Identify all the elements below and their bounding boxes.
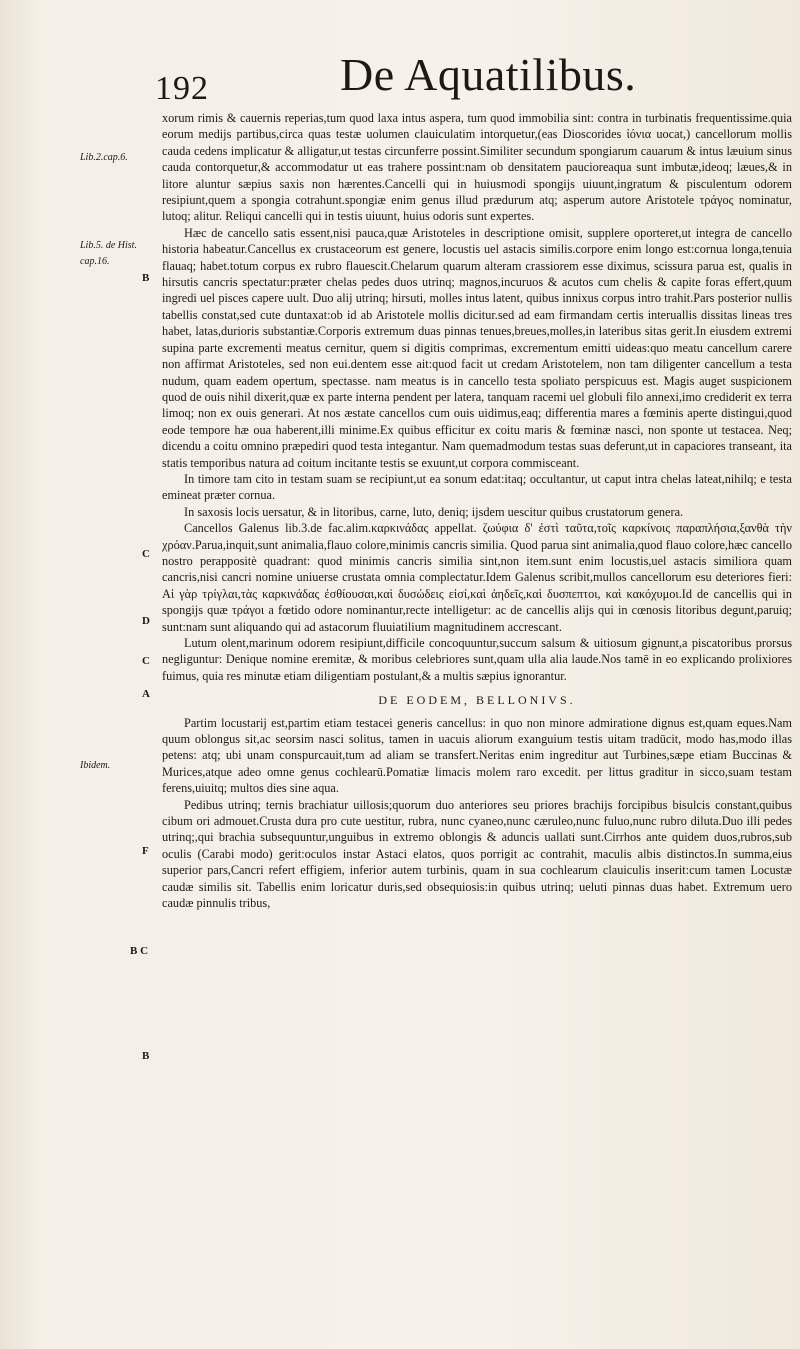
margin-section-letter: B [142, 272, 150, 284]
margin-section-letter: C [142, 655, 150, 667]
paragraph-8: Pedibus utrinq; ternis brachiatur uillosis;quorum duo anteriores seu priores brachijs forcipibus bisulcis constant,quibus cibum ori admouet.Crusta dura pro cute uestitur, rubra, nunc cyaneo,nunc cæruleo,nunc fuluo,nunc rubro diluta.Duo illi pedes utrinq;,qui brachia subsequuntur,unguibus in extremo oblongis & aduncis uallati sunt.Cirrhos ante quidem duos,rubros,sub oculis (Carabi modo) gerit:oculos instar Astaci elatos, quos porrigit ac contrahit, maculis albis distinctos.In summa,eius superior pars,Cancri refert effigiem, inferior autem turbinis, quam in sua cochlearum clauiculis inserit:cum tamen Locustæ caudæ similis sit. Tabellis enim loricatur duris,sed obsequiosis:in quibus utrinq; ueluti pinnas duas habet. Extremum uero caudæ pinnulis tribus, [162, 797, 792, 911]
margin-section-letter: C [142, 548, 150, 560]
margin-note: Lib.5. de Hist. [80, 240, 137, 251]
paragraph-5: Cancellos Galenus lib.3.de fac.alim.καρκινάδας appellat. ζωύφια δ' ἐστὶ ταῦτα,τοῖς καρκίνοις παραπλήσια,ξανθὰ τὴν χρόαν.Parua,inquit,sunt animalia,flauo colore,minimis cancris similia. Quod parua sint animalia,quod flauo colore,hæc cancello nostro perappositè quadrant: quod minimis cancris similia sint,non item.sunt enim locustis,uel astacis similiora quam cancris,nisi cancri nomine uniuerse crustata omnia complectatur.Idem Galenus scribit,mullos cancellorum esu deteriores fieri: Αἱ γὰρ τρίγλαι,τὰς καρκινάδας ἐσθίουσαι,καὶ δυσώδεις εἰσί,καὶ ἀηδεῖς,καὶ δυσπεπτοι, καὶ κακόχυμοι.Id de cancellis qui in spongijs quæ τράγοι a fœtido odore nominantur,recte intelligetur: ac de cancellis alijs qui in cœnosis litoribus degunt,paruiq; sunt:nam sunt aliquando qui ad astacorum fluuiatilium magnitudinem accrescant. [162, 521, 792, 634]
section-heading: DE EODEM, BELLONIVS. [378, 693, 576, 708]
page-header [150, 48, 790, 108]
paragraph-1: xorum rimis & cauernis reperias,tum quod laxa intus aspera, tum quod immobilia sint: contra in turbinatis frequentissime.quia eorum medijs partibus,circa quas testæ uolumen clauiculatim intorquetur,(eas Dioscorides ἰόνια uocat,) cancellorum mollis cauda cedens implicatur & alligatur,ut testas circunferre possint.Similiter secundum spongiarum cauarum & intus læuium sinus cauda contorquetur,& accommodatur ut eas trahere possint:nam ob densitatem paucioreaqua sunt imbutæ,ideoq; læues,& in litore aluntur sæpius saxis non hærentes.Cancelli qui in huiusmodi spongijs uiuunt,ingratum & pisculentum odorem resipiunt,quem a spongia cotrahunt.spongiæ enim genus illud prædurum atq; asperum autore Aristotele τράγος nominatur, lutoq; alitur. Reliqui cancelli qui in testis uiuunt, huius odoris sunt expertes. [162, 111, 792, 224]
paragraph-7: Partim locustarij est,partim etiam testacei generis cancellus: in quo non minore admiratione dignus est,quam eques.Nam quum oblongus sit,ac seorsim nasci solitus, tamen in uacuis aliorum exanguium testis uitam tradūcit, modo has,modo illas petens: atq; ubi unam conspurcauit,tum ad aliam se transfert.Neritas enim ingreditur aut Turbines,sæpe etiam Buccinas & Murices,atque adeo omne genus cochlearū.Pomatiæ limacis molem raro excedit. per littus graditur in sicco,suam testam ferens,uiuitq; multos dies sine aqua. [162, 715, 792, 796]
paragraph-2: Hæc de cancello satis essent,nisi pauca,quæ Aristoteles in descriptione omisit, supplere oporteret,ut integra de cancello historia habeatur.Cancellus ex crustaceorum est genere, locustis uel astacis similis.corpore enim longo est:cornua longa,tenuia flauaq; habet.totum corpus ex rubro flauescit.Chelarum quarum alteram crassiorem esse diximus, scissura parua est, qualis in hirsutis cancris spectatur:præter chelas pedes duos utrinq; magnos,incuruos & acutos cum chelis & capite foras effert,quum ingredi uel pisces capere uult. Duo alij utrinq; hirsuti, molles intus latent, quibus innixus corpus intro trahit.Pars posterior nullis tabellis constat,sed cute duntaxat:ob id ab Aristotele mollis dicitur.sed ad eam firmandam certis interuallis dissitas lineas tres habet, latas,durioris substantiæ.Corporis extremum duas pinnas tenues,breues,molles,in lateribus sitas gerit.In eiusdem extremi supina parte excrementi meatus cernitur, quem si digitis comprimas, excrementum emitti uideas:quo meatu cancellum carere non affirmat Aristoteles, sed non eui.dentem esse ait:quod facit ut credam Aristotelem, non tam diligenter cancellum a testa nudum, quam eadem opertum, spectasse. nam meatus is in cancello testa spoliato perspicuus est. Magis auget suspicionem quod de ouis nihil dixerit,quæ ex parte interna pendent per latera, tanquam racemi uel globuli filo annexi,imo crediderit ex terra limoq; non ex ouis generari. At nos æstate cancellos cum ouis uidimus,eaq; differentia mares a fœminis aperte distingui,quod eode tempore hæ oua haberent,illi minime.Ex quibus efficitur ex coitu maris & fœminæ nasci, non sponte ut testacea. Neq; dicendu a coitu omnino præpediri quod testa integantur. Nam quemadmodum testas suas deferunt,ut in capaciores transeant, ita statis temporibus natura ad coitum incitante testis se exuunt,ut corpora commisceant. [162, 225, 792, 470]
page-number: 192 [155, 70, 209, 107]
running-title: De Aquatilibus. [340, 49, 637, 100]
paragraph-4: In saxosis locis uersatur, & in litoribus, carne, luto, deniq; ijsdem uescitur quibus crustatorum genera. [184, 504, 684, 519]
body-text [162, 110, 792, 912]
margin-section-letter: B C [130, 945, 149, 957]
margin-note: Lib.2.cap.6. [80, 152, 128, 163]
paragraph-3: In timore tam cito in testam suam se recipiunt,ut ea sonum edat:itaq; occultantur, ut caput intra chelas lateat,nihilq; e testa emineat præter cornua. [162, 471, 792, 503]
margin-notes [80, 0, 155, 1349]
margin-section-letter: B [142, 1050, 150, 1062]
margin-section-letter: D [142, 615, 150, 627]
margin-section-letter: A [142, 688, 150, 700]
margin-note: cap.16. [80, 256, 110, 267]
margin-section-letter: F [142, 845, 149, 857]
margin-note: Ibidem. [80, 760, 111, 771]
paragraph-6: Lutum olent,marinum odorem resipiunt,difficile concoquuntur,succum salsum & uitiosum gignunt,a piscatoribus prorsus negliguntur: Denique nomine eremitæ, & moribus celebriores sunt,quam ulla alia laude.Nos tamē in eo explicando prolixiores fuimus, quia res minutæ etiam diligentiam postulant,& a multis sæpius ignorantur. [162, 636, 792, 683]
